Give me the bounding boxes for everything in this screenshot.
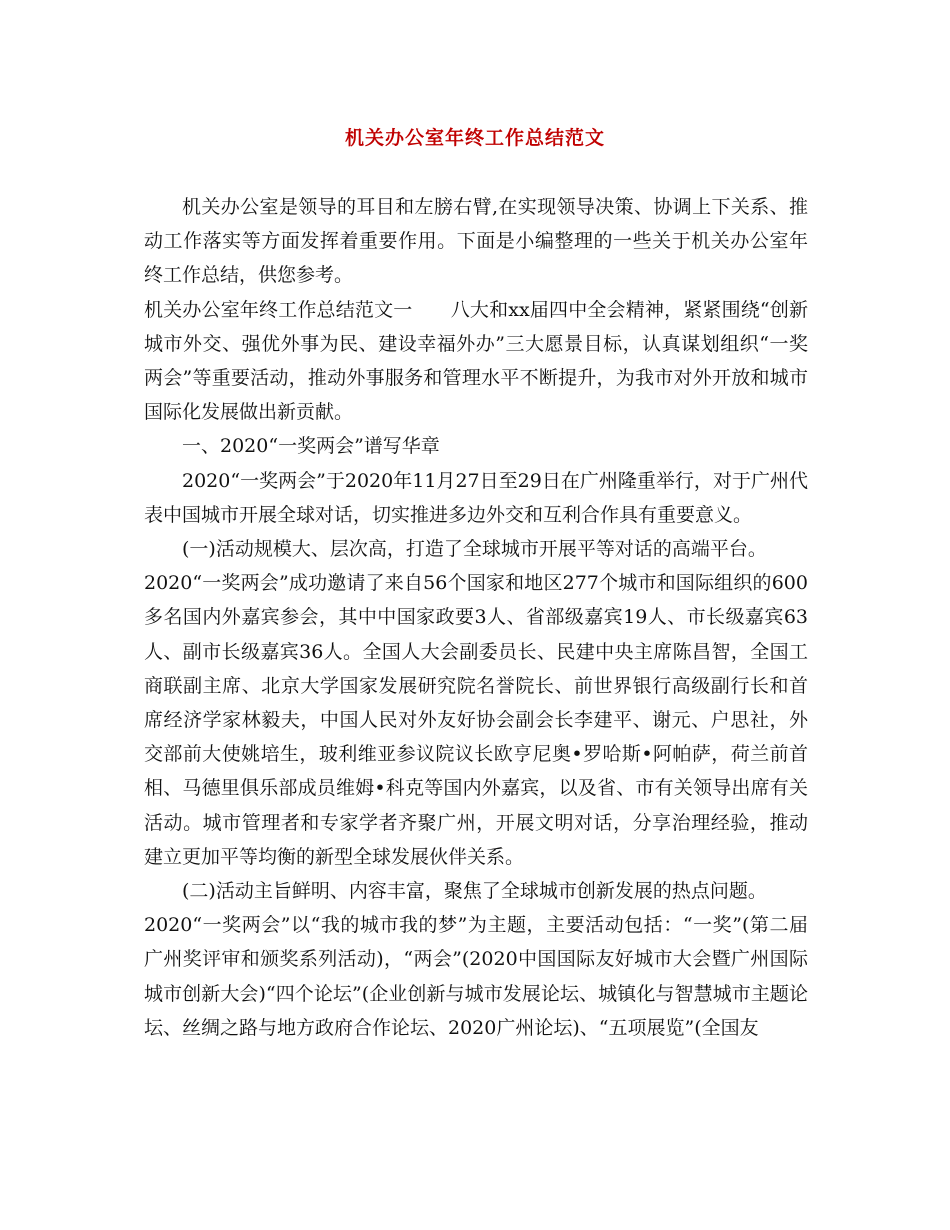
subheading-paragraph: (二)活动主旨鲜明、内容丰富，聚焦了全球城市创新发展的热点问题。 <box>182 880 767 903</box>
body-paragraph: 2020“一奖两会”成功邀请了来自56个国家和地区277个城市和国际组织的600多名国内外嘉宾参会，其中中国家政要3人、省部级嘉宾19人、市长级嘉宾63人、副市长级嘉宾36人。全国人大会副委员长、民建中央主席陈昌智，全国工商联副主席、北京大学国家发展研究院名誉院长、前世界银行高级副行长和首席经济学家林毅夫，中国人民对外友好协会副会长李建平、谢元、户思社，外交部前大使姚培生，玻利维亚参议院议长欧亨尼奥•罗哈斯•阿帕萨，荷兰前首相、马德里俱乐部成员维姆•科克等国内外嘉宾，以及省、市有关领导出席有关活动。城市管理者和专家学者齐聚广州，开展文明对话，分享治理经验，推动建立更加平等均衡的新型全球发展伙伴关系。 <box>144 572 808 868</box>
intro-paragraph: 机关办公室是领导的耳目和左膀右臂,在实现领导决策、协调上下关系、推动工作落实等方面发挥着重要作用。下面是小编整理的一些关于机关办公室年终工作总结，供您参考。 <box>144 196 808 287</box>
body-paragraph: 2020“一奖两会”于2020年11月27日至29日在广州隆重举行，对于广州代表中国城市开展全球对话，切实推进多边外交和互利合作具有重要意义。 <box>144 469 808 526</box>
document-body <box>144 190 808 1045</box>
body-paragraph: 2020“一奖两会”以“我的城市我的梦”为主题，主要活动包括：“一奖”(第二届广州奖评审和颁奖系列活动)，“两会”(2020中国国际友好城市大会暨广州国际城市创新大会)“四个论坛”(企业创新与城市发展论坛、城镇化与智慧城市主题论坛、丝绸之路与地方政府合作论坛、2020广州论坛)、“五项展览”(全国友 <box>144 914 808 1039</box>
heading-paragraph: 一、2020“一奖两会”谱写华章 <box>182 435 440 458</box>
document-title: 机关办公室年终工作总结范文 <box>344 127 605 149</box>
subheading-paragraph: (一)活动规模大、层次高，打造了全球城市开展平等对话的高端平台。 <box>182 538 767 561</box>
section-paragraph: 机关办公室年终工作总结范文一 八大和xx届四中全会精神，紧紧围绕“创新城市外交、强优外事为民、建设幸福外办”三大愿景目标，认真谋划组织“一奖两会”等重要活动，推动外事服务和管理水平不断提升，为我市对外开放和城市国际化发展做出新贡献。 <box>144 298 808 424</box>
